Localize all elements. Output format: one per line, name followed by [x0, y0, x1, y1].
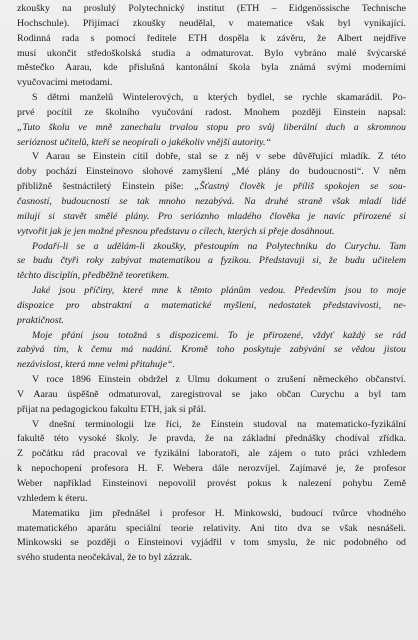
text-line: zkoušky na proslulý Polytechnický institut (ETH – Eidgenössische Technische [17, 3, 406, 14]
text-line: doby pochází Einsteinovo slohové zamyšlení „Mé plány do budoucnosti“. V něm [17, 166, 406, 178]
text-line: prvé pocítil ze školního vyučování radost. Mnohem později Einstein napsal: [17, 106, 406, 118]
text-line: přijat na pedagogickou fakultu ETH, jak si přál. [17, 403, 206, 415]
text-line: Minkowski se později o Einsteinovi vyjádřil v tom smyslu, že nic podobného od [17, 537, 406, 549]
text-line: V roce 1896 Einstein obdržel z Ulmu dokument o zrušení německého občanství. [32, 374, 406, 386]
para-winteler-children [17, 91, 406, 121]
quote-happy-man [17, 195, 406, 240]
text-line: nezávislost, která mne velmi přitahuje“. [17, 359, 175, 371]
para-entrance-exam [17, 2, 406, 91]
text-line: S dětmi manželů Wintelerových, u kterých bydlel, se rychle skamarádil. Po- [32, 92, 406, 104]
text-line: V Aarau se Einstein cítil dobře, stal se z něj v sebe důvěřující mladík. Z této [32, 151, 406, 163]
text-line: zabývá tím, k čemu má nadání. Kromě toho poskytuje zabývání se vědou jistou [17, 344, 406, 356]
text-line: „Tuto školu ve mně zanechalu trvalou stopu pro svůj liberální duch a skromnou [17, 121, 406, 133]
text-line: dispozice pro abstraktní a matematické myšlení, nedostatek představivosti, ne- [17, 299, 406, 311]
text-line: Jaké jsou příčiny, které mne k těmto plánům vedou. Především jsou to moje [32, 285, 406, 297]
text-line: vzhledem k éteru. [17, 492, 88, 504]
text-line: časností, budoucností se tak mnoho nezabývá. Na druhé straně však mladí lidé [17, 195, 406, 207]
text-line: městečko Aarau, kde příslušná kantonální škola byla známá svými moderními [17, 62, 406, 74]
quote-wishes [17, 329, 406, 374]
text-line: se budu čtyři roky zabývat matematikou a fyzikou. Představuji si, že budu učitelem [17, 255, 406, 267]
text-line: Matematiku jim přednášel i profesor H. Minkowski, budoucí tvůrce vhodného [32, 507, 406, 519]
text-line: svého studenta neočekával, že to byl zázrak. [17, 552, 192, 564]
para-citizenship [17, 373, 406, 418]
text-line-mixed [17, 180, 406, 195]
text-line: k nepochopení profesora H. F. Webera dále nerozvíjel. Zajímavé je, že profesor [17, 463, 406, 475]
text-line: těchto disciplín, předběžně teoretikem. [17, 270, 170, 282]
quote-liberal-school [17, 121, 406, 151]
text-line: Podaří-li se a udělám-li zkoušky, přestoupím na Polytechniku do Curychu. Tam [32, 240, 406, 252]
quote-start-segment: „Šťastný člověk je příliš spokojen se sou- [183, 181, 406, 193]
text-line: Weber například Einsteinovi nepovolil provést pokus k nalezení pohybu Země [17, 478, 406, 489]
quote-reasons [17, 284, 406, 329]
text-line: vyučovacími metodami. [17, 77, 113, 89]
text-line: Z počátku rád pracoval ve fyzikální laboratoři, ale zájem o tuto práci vzhledem [17, 448, 406, 460]
text-line: matematického aparátu speciální teorie relativity. Ani tito dva se však nesnášeli. [17, 522, 406, 534]
text-line: serióznost učitelů, kteří se neopírali o jakékoliv vnější autority.“ [17, 136, 271, 148]
text-line: Rodinná rada s pomocí ředitele ETH dospěla k závěru, že Albert nejdříve [17, 32, 406, 44]
quote-plans-study [17, 240, 406, 285]
para-aarau-essay [17, 150, 406, 195]
text-line: V dnešní terminologii lze říci, že Einstein studoval na matematicko-fyzikální [32, 418, 406, 430]
para-minkowski [17, 507, 406, 566]
text-line: fakultě této vysoké školy. Je pravda, že na základní přednášky chodíval zřídka. [17, 433, 406, 445]
text-line: vytvořit jak je jen možné přesnou představu o cílech, kterých si přeje dosáhnout. [17, 225, 335, 237]
text-line: Moje přání jsou totožná s dispozicemi. To je přirozené, vždyť každý se rád [32, 329, 406, 341]
text-line: V Aarau úspěšně odmaturoval, zaregistroval se jako občan Curychu a byl tam [17, 388, 406, 400]
text-segment: přibližně šestnáctiletý Einstein píše: [17, 181, 184, 193]
para-weber [17, 418, 406, 507]
text-line: praktičnost. [17, 314, 64, 326]
text-line: musí ukončit středoškolská studia a odmaturovat. Bylo vybráno malé švýcarské [17, 47, 406, 59]
text-line: Hochschule). Přijímací zkoušky neudělal, v matematice však byl vynikající. [17, 17, 406, 29]
text-line: milují si stavět smělé plány. Pro serióznho mladého člověka je navíc přirozené si [17, 210, 406, 222]
